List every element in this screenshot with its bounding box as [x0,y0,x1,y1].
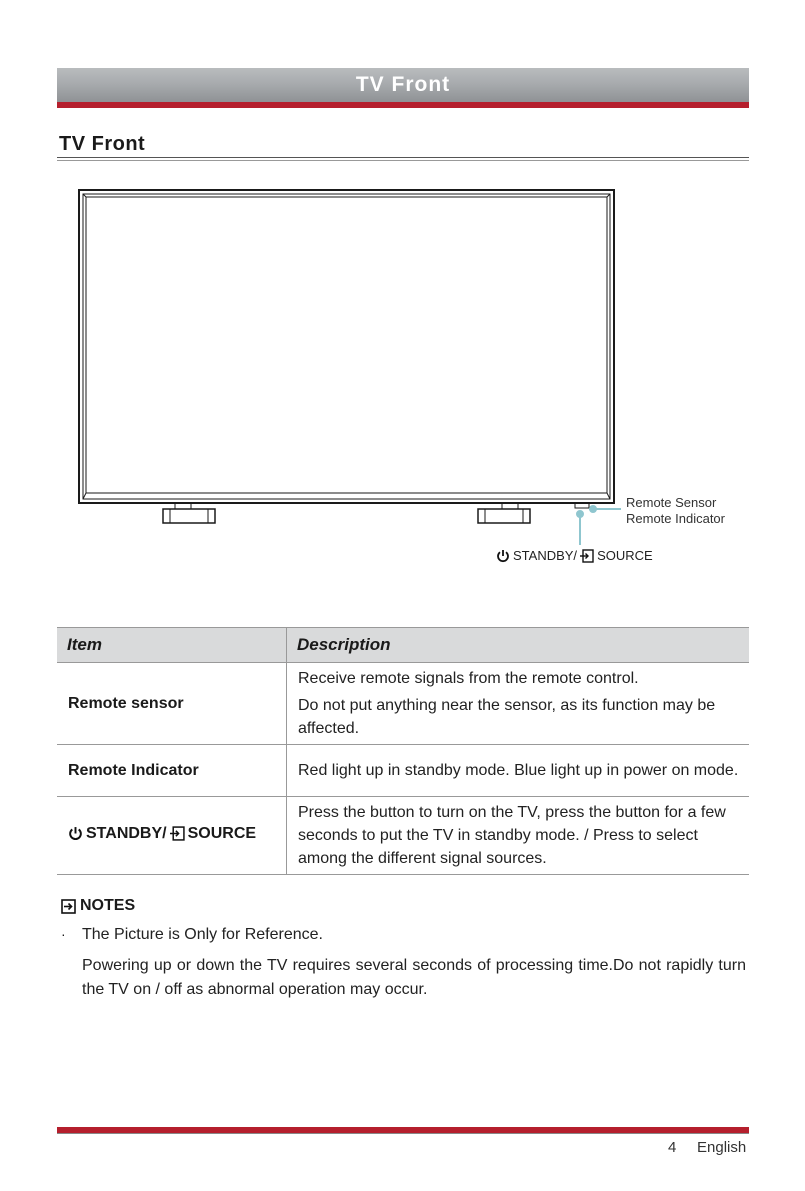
tv-stand-left [163,503,215,523]
notes-icon [61,899,76,914]
section-title: TV Front [59,133,146,155]
callout-source-label: SOURCE [597,548,653,563]
row-item-standby-label: STANDBY/ [86,824,167,842]
row-item-source-label: SOURCE [187,824,257,842]
desc-line: Do not put anything near the sensor, as its function may be affected. [298,697,716,737]
notes-title: NOTES [80,897,136,914]
row-desc-remote-sensor [287,663,750,745]
power-icon [496,549,510,563]
power-icon [68,826,83,841]
desc-line: Receive remote signals from the remote control. [298,670,639,687]
notes-heading [61,897,135,915]
desc-line: Red light up in standby mode. Blue light up in power on mode. [298,762,739,779]
table-header-row [57,628,749,663]
row-item-remote-indicator: Remote Indicator [57,745,287,797]
header-item: Item [57,628,287,663]
table-row [57,745,749,797]
source-input-icon [170,826,185,841]
row-item-standby-source [57,797,287,875]
row-desc-standby-source [287,797,750,875]
callout-remote-sensor: Remote Sensor [626,495,717,510]
row-item-remote-sensor: Remote sensor [57,663,287,745]
header-description: Description [287,628,750,663]
callout-remote-indicator: Remote Indicator [626,511,725,526]
note-item: The Picture is Only for Reference. [82,926,323,943]
footer-rule [57,1133,749,1134]
note-item: Powering up or down the TV requires several seconds of processing time.Do not rapidly turn the TV on / off as abnormal operation may occur. [82,957,746,998]
callout-standby-source [496,548,653,563]
tv-bezel [83,194,610,499]
note-bullet: · [61,926,66,942]
desc-line: Press the button to turn on the TV, press the button for a few seconds to put the TV in standby mode. / Press to select among the different signal sources. [298,804,726,867]
callout-standby-label: STANDBY/ [513,548,578,563]
source-input-icon [580,549,594,563]
tv-screen [86,197,607,493]
page-number: 4 [668,1139,677,1156]
page-language: English [697,1139,747,1156]
row-desc-remote-indicator [287,745,750,797]
banner-title: TV Front [355,73,451,96]
tv-stand-right [478,503,530,523]
table-row [57,663,749,745]
table-row [57,797,749,875]
tv-outer-frame [79,190,614,503]
item-description-table [57,627,749,875]
